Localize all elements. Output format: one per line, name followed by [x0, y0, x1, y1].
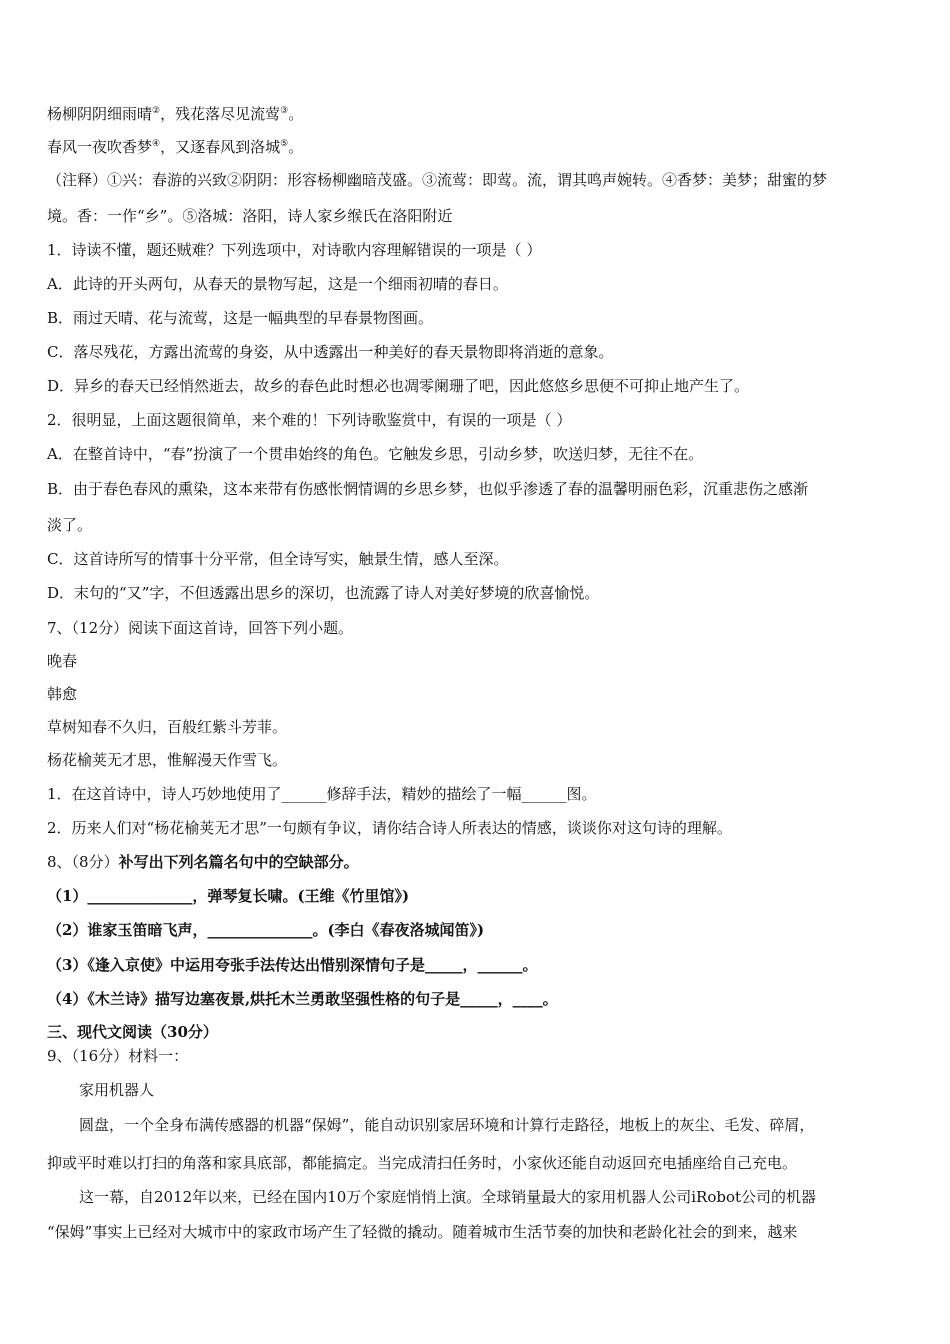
- poem-notes-line-1: （注释）①兴：春游的兴致②阴阴：形容杨柳幽暗茂盛。③流莺：即莺。流，谓其鸣声婉转。④香梦：美梦；甜蜜的梦: [47, 171, 828, 189]
- poem-text: ，残花落尽见流莺: [160, 105, 281, 123]
- q7-stem: 7、（12分）阅读下面这首诗，回答下列小题。: [47, 619, 354, 637]
- q7-subquestion-1: 1．在这首诗中，诗人巧妙地使用了______修辞手法，精妙的描绘了一幅______图。: [47, 785, 597, 803]
- q7-subquestion-2: 2．历来人们对“杨花榆荚无才思”一句颇有争议，请你结合诗人所表达的情感，谈谈你对这句诗的理解。: [47, 819, 732, 837]
- section-3-heading: 三、现代文阅读（30分）: [47, 1023, 218, 1041]
- q1-option-b: B．雨过天晴、花与流莺，这是一幅典型的早春景物图画。: [47, 309, 434, 327]
- q2-option-d: D．末句的“又”字，不但透露出思乡的深切，也流露了诗人对美好梦境的欣喜愉悦。: [47, 584, 600, 602]
- q2-option-c: C．这首诗所写的情事十分平常，但全诗写实，触景生情，感人至深。: [47, 550, 509, 568]
- footnote-marker: ④: [152, 139, 161, 149]
- poem-text: ，又逐春风到洛城: [160, 138, 281, 156]
- poem-text: 杨柳阴阴细雨晴: [47, 105, 153, 123]
- q9-paragraph-2-line-2: “保姆”事实上已经对大城市中的家政市场产生了轻微的撬动。随着城市生活节奏的加快和老龄化社会的到来，越来: [47, 1223, 798, 1241]
- q2-option-b-line-2: 淡了。: [47, 516, 93, 534]
- q7-poem-line-2: 杨花榆荚无才思，惟解漫天作雪飞。: [47, 751, 288, 769]
- poem-text: 。: [288, 138, 304, 156]
- poem-text: 。: [288, 105, 304, 123]
- poem-text: 春风一夜吹香梦: [47, 138, 153, 156]
- poem-line-3: [47, 101, 907, 124]
- q9-paragraph-2-line-1: 这一幕，自2012年以来，已经在国内10万个家庭悄悄上演。全球销量最大的家用机器人公司iRobot公司的机器: [79, 1188, 817, 1206]
- q2-stem: 2．很明显，上面这题很简单，来个难的！下列诗歌鉴赏中，有误的一项是（ ）: [47, 411, 572, 429]
- q8-item-1: （1）______________，弹琴复长啸。(王维《竹里馆》): [47, 887, 410, 905]
- footnote-marker: ②: [152, 106, 161, 116]
- q7-poem-author: 韩愈: [47, 685, 78, 703]
- q1-option-a: A．此诗的开头两句，从春天的景物写起，这是一个细雨初晴的春日。: [47, 275, 508, 293]
- q9-stem: 9、（16分）材料一：: [47, 1047, 189, 1065]
- q2-option-b-line-1: B．由于春色春风的熏染，这本来带有伤感怅惘情调的乡思乡梦，也似乎渗透了春的温馨明丽色彩，沉重悲伤之感渐: [47, 480, 809, 498]
- q8-instruction: 补写出下列名篇名句中的空缺部分。: [118, 853, 359, 871]
- q8-stem: [47, 852, 907, 872]
- q8-item-2: （2）谁家玉笛暗飞声，______________。(李白《春夜洛城闻笛》): [47, 921, 485, 939]
- q9-paragraph-1-line-1: 圆盘，一个全身布满传感器的机器“保姆”，能自动识别家居环境和计算行走路径，地板上的灰尘、毛发、碎屑，: [79, 1116, 815, 1134]
- q1-option-d: D．异乡的春天已经悄然逝去，故乡的春色此时想必也凋零阑珊了吧，因此悠悠乡思便不可抑止地产生了。: [47, 377, 750, 395]
- q8-item-4: （4）《木兰诗》描写边塞夜景,烘托木兰勇敢坚强性格的句子是_____，____。: [47, 990, 558, 1008]
- q8-number: 8、（8分）: [47, 853, 119, 871]
- q1-stem: 1．诗读不懂，题还贼难？下列选项中，对诗歌内容理解错误的一项是（ ）: [47, 241, 542, 259]
- q8-item-3: （3）《逢入京使》中运用夸张手法传达出惜别深情句子是_____，______。: [47, 956, 538, 974]
- q7-poem-title: 晚春: [47, 652, 78, 670]
- q2-option-a: A．在整首诗中，“春”扮演了一个贯串始终的角色。它触发乡思，引动乡梦，吹送归梦，无往不在。: [47, 445, 704, 463]
- poem-line-4: [47, 134, 907, 157]
- q9-paragraph-1-line-2: 抑或平时难以打扫的角落和家具底部，都能搞定。当完成清扫任务时，小家伙还能自动返回充电插座给自己充电。: [47, 1154, 798, 1172]
- footnote-marker: ③: [280, 106, 289, 116]
- footnote-marker: ⑤: [280, 139, 289, 149]
- q1-option-c: C．落尽残花，方露出流莺的身姿，从中透露出一种美好的春天景物即将消逝的意象。: [47, 343, 614, 361]
- q9-material-title: 家用机器人: [79, 1081, 155, 1099]
- poem-notes-line-2: 境。香：一作“乡”。⑤洛城：洛阳，诗人家乡缑氏在洛阳附近: [47, 207, 453, 225]
- q7-poem-line-1: 草树知春不久归，百般红紫斗芳菲。: [47, 718, 288, 736]
